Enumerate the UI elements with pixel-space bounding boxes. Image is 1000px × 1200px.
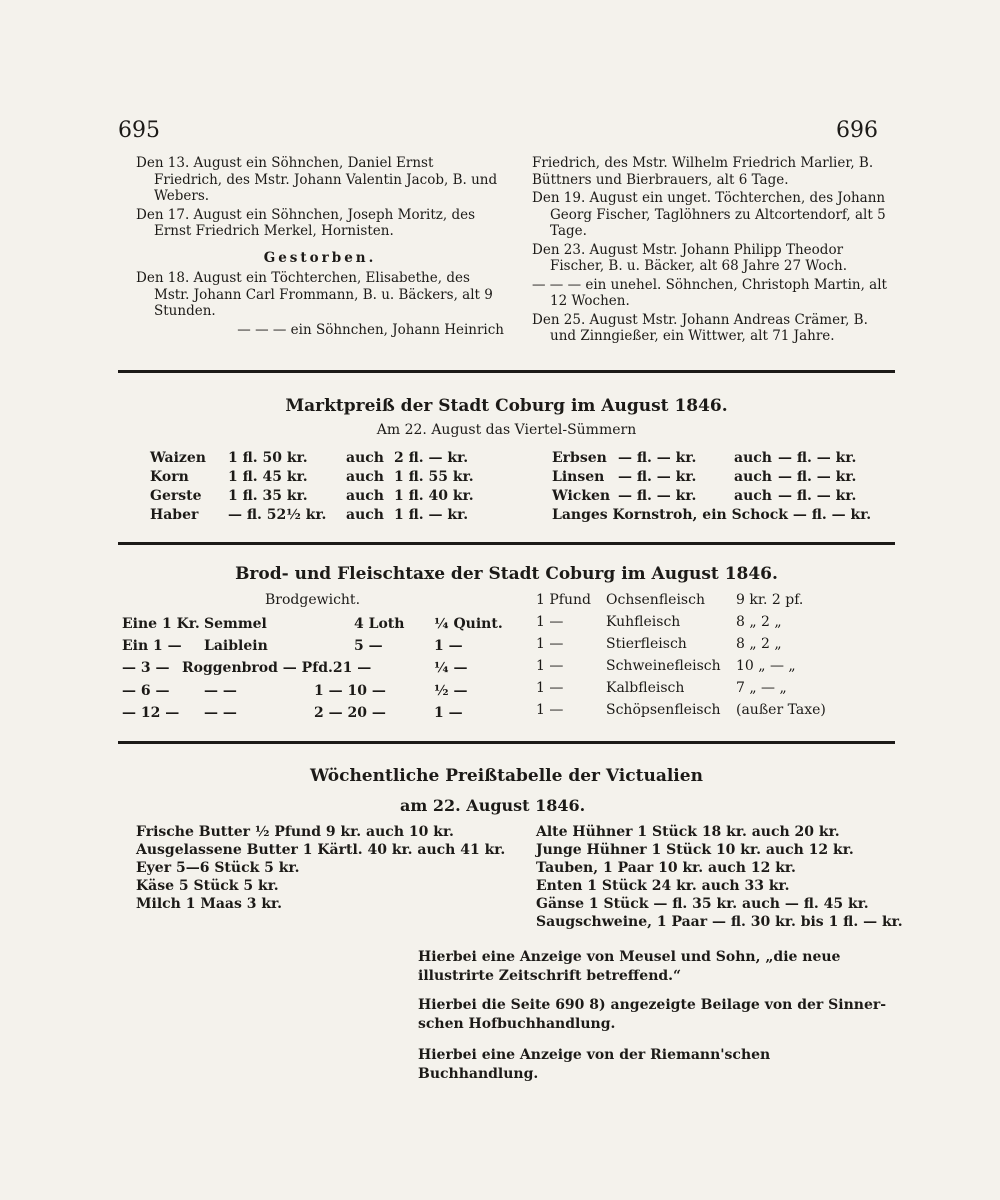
victual-item: Junge Hühner 1 Stück 10 kr. auch 12 kr. — [536, 842, 854, 858]
notice-riemann: Hierbei eine Anzeige von der Riemann'schen Buchhandlung. — [418, 1047, 771, 1082]
bread-row: Eine 1 Kr. Semmel 4 Loth ¼ Quint. — [122, 616, 503, 632]
meat-row: 1 Pfund Ochsenfleisch 9 kr. 2 pf. — [536, 592, 804, 608]
meat-row: 1 — Kuhfleisch 8 „ 2 „ — [536, 614, 782, 630]
market-row: Gerste 1 fl. 35 kr. auch 1 fl. 40 kr. — [150, 488, 474, 504]
bread-row: — 6 — — — 1 — 10 — ½ — — [122, 683, 468, 699]
weekly-date: am 22. August 1846. — [400, 796, 586, 815]
notice-sinner: Hierbei die Seite 690 8) angezeigte Beilage von der Sinner-schen Hofbuchhandlung. — [418, 997, 887, 1032]
birth-entry: Den 17. August ein Söhnchen, Joseph Moritz, des Ernst Friedrich Merkel, Hornisten. — [136, 206, 476, 239]
death-entry: Den 19. August ein unget. Töchterchen, des Johann Georg Fischer, Taglöhners zu Altcortendorf, alt 5 Tage. — [532, 190, 886, 239]
victual-item: Enten 1 Stück 24 kr. auch 33 kr. — [536, 878, 790, 894]
death-entry: Den 25. August Mstr. Johann Andreas Crämer, B. und Zinngießer, ein Wittwer, alt 71 Jahre. — [532, 311, 868, 344]
victual-item: Eyer 5—6 Stück 5 kr. — [136, 860, 300, 876]
market-subtitle: Am 22. August das Viertel-Sümmern — [376, 422, 637, 438]
death-entry: — — — ein Söhnchen, Johann Heinrich — [237, 321, 504, 338]
victual-item: Saugschweine, 1 Paar — fl. 30 kr. bis 1 fl. — kr. — [536, 914, 903, 930]
meat-row: 1 — Schweinefleisch 10 „ — „ — [536, 658, 796, 674]
market-title: Marktpreiß der Stadt Coburg im August 1846. — [285, 396, 728, 416]
victual-item: Gänse 1 Stück — fl. 35 kr. auch — fl. 45 kr. — [536, 896, 869, 912]
meat-row: 1 — Stierfleisch 8 „ 2 „ — [536, 636, 782, 652]
section-divider — [118, 741, 895, 744]
meat-row: 1 — Kalbfleisch 7 „ — „ — [536, 680, 787, 696]
market-row: Waizen 1 fl. 50 kr. auch 2 fl. — kr. — [150, 450, 469, 466]
page-number-right: 696 — [836, 118, 878, 143]
section-divider — [118, 542, 895, 545]
page-number-left: 695 — [118, 118, 160, 143]
left-column — [136, 155, 504, 338]
birth-entry: Den 13. August ein Söhnchen, Daniel Ernst Friedrich, des Mstr. Johann Valentin Jacob, B. und Webers. — [136, 155, 498, 204]
weekly-title: Wöchentliche Preißtabelle der Victualien — [310, 766, 703, 786]
bread-heading: Brodgewicht. — [265, 592, 361, 608]
victual-item: Käse 5 Stück 5 kr. — [136, 878, 279, 894]
market-row: Wicken — fl. — kr. auch — fl. — kr. — [552, 488, 857, 504]
bread-row: — 3 — Roggenbrod — Pfd.21 — ¼ — — [122, 660, 468, 676]
death-entry: Den 23. August Mstr. Johann Philipp Theodor Fischer, B. u. Bäcker, alt 68 Jahre 27 Woch. — [532, 241, 847, 274]
victual-item: Milch 1 Maas 3 kr. — [136, 896, 283, 912]
death-entry: — — — ein unehel. Söhnchen, Christoph Martin, alt 12 Wochen. — [532, 276, 887, 309]
victual-item: Ausgelassene Butter 1 Kärtl. 40 kr. auch 41 kr. — [136, 842, 506, 858]
market-straw-row: Langes Kornstroh, ein Schock — fl. — kr. — [552, 507, 872, 523]
market-row: Erbsen — fl. — kr. auch — fl. — kr. — [552, 450, 857, 466]
victual-item: Tauben, 1 Paar 10 kr. auch 12 kr. — [536, 860, 796, 876]
bread-row: Ein 1 — Laiblein 5 — 1 — — [122, 638, 463, 654]
market-row: Linsen — fl. — kr. auch — fl. — kr. — [552, 469, 857, 485]
deaths-heading: Gestorben. — [263, 249, 377, 266]
death-entry-continued: Friedrich, des Mstr. Wilhelm Friedrich Marlier, B. Büttners und Bierbrauers, alt 6 Tage. — [532, 155, 874, 188]
right-column — [532, 155, 894, 345]
bread-meat-title: Brod- und Fleischtaxe der Stadt Coburg im August 1846. — [235, 564, 778, 584]
death-entry: Den 18. August ein Töchterchen, Elisabethe, des Mstr. Johann Carl Frommann, B. u. Bäckers, alt 9 Stunden. — [136, 270, 493, 319]
notice-meusel: Hierbei eine Anzeige von Meusel und Sohn, „die neue illustrirte Zeitschrift betreffend.“ — [418, 949, 841, 984]
section-divider — [118, 370, 895, 373]
market-row: Haber — fl. 52½ kr. auch 1 fl. — kr. — [150, 507, 469, 523]
meat-row: 1 — Schöpsenfleisch (außer Taxe) — [536, 702, 826, 718]
market-row: Korn 1 fl. 45 kr. auch 1 fl. 55 kr. — [150, 469, 474, 485]
victual-item: Frische Butter ½ Pfund 9 kr. auch 10 kr. — [136, 824, 454, 840]
victual-item: Alte Hühner 1 Stück 18 kr. auch 20 kr. — [536, 824, 840, 840]
bread-row: — 12 — — — 2 — 20 — 1 — — [122, 705, 463, 721]
